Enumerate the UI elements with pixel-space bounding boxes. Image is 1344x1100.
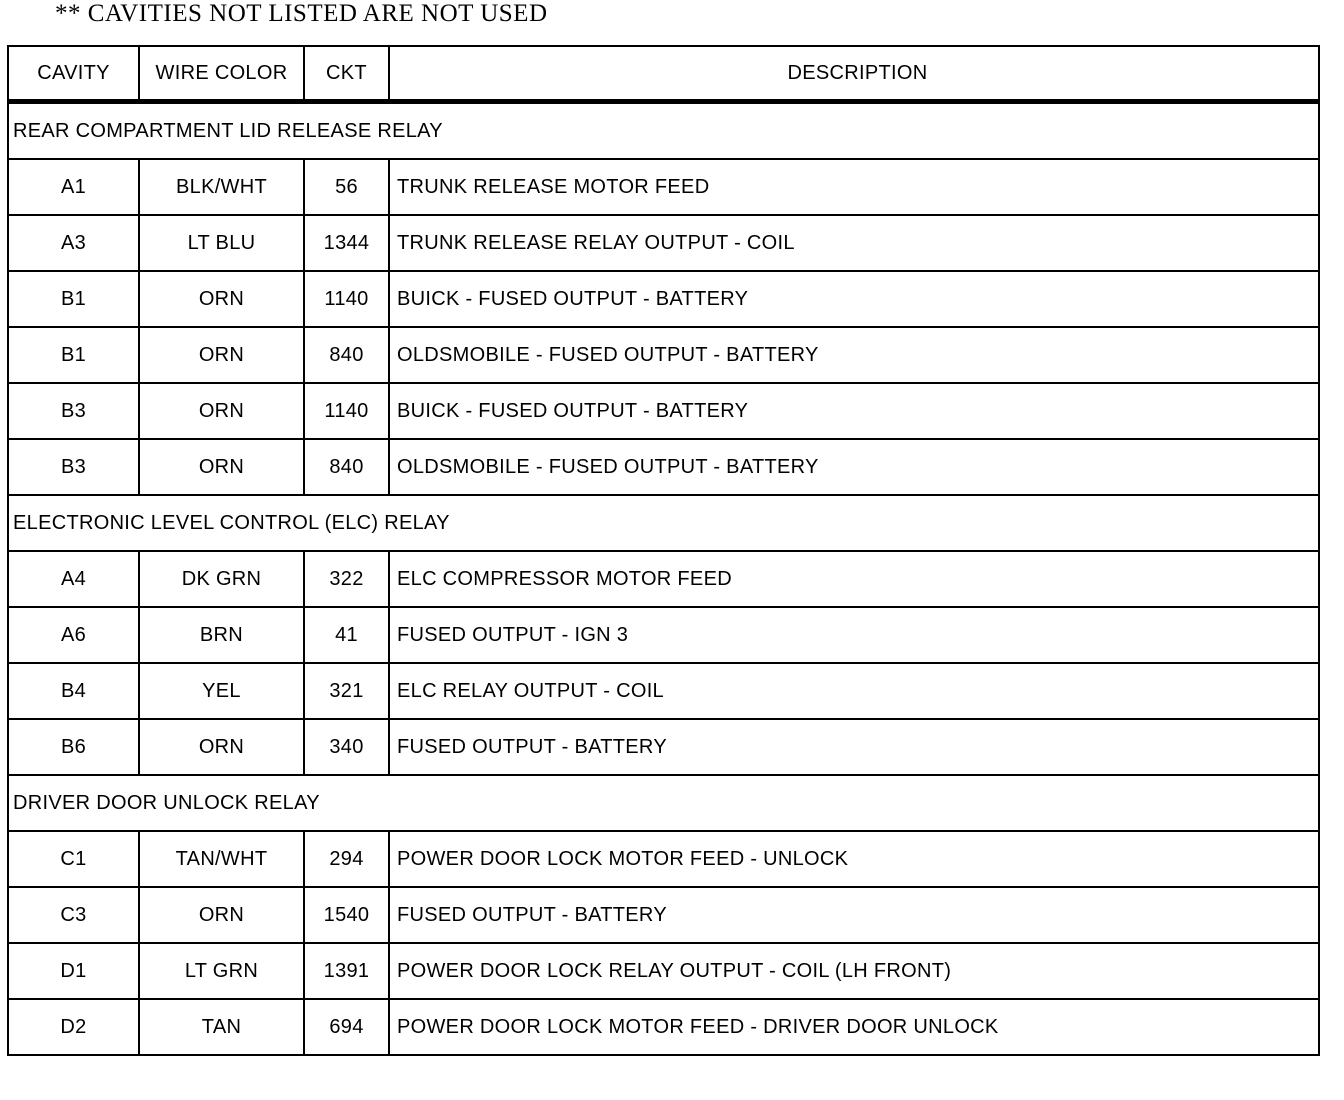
cavity-table [7,45,1320,1056]
table-row [8,551,1319,607]
wire-color-cell: ORN [139,383,304,439]
ckt-cell: 840 [304,327,389,383]
description-cell: ELC COMPRESSOR MOTOR FEED [389,551,1319,607]
ckt-cell: 41 [304,607,389,663]
table-row [8,271,1319,327]
table-row [8,943,1319,999]
table-row [8,607,1319,663]
cavity-cell: D1 [8,943,139,999]
cavity-cell: B3 [8,383,139,439]
description-cell: TRUNK RELEASE RELAY OUTPUT - COIL [389,215,1319,271]
cavity-cell: A4 [8,551,139,607]
description-cell: TRUNK RELEASE MOTOR FEED [389,159,1319,215]
cavity-cell: D2 [8,999,139,1055]
ckt-cell: 1140 [304,383,389,439]
description-cell: OLDSMOBILE - FUSED OUTPUT - BATTERY [389,439,1319,495]
header-row [8,46,1319,102]
note-text: ** CAVITIES NOT LISTED ARE NOT USED [55,0,548,27]
wire-color-cell: TAN [139,999,304,1055]
cavity-cell: B4 [8,663,139,719]
table-row [8,999,1319,1055]
ckt-cell: 294 [304,831,389,887]
header-ckt: CKT [304,46,389,102]
ckt-cell: 1140 [304,271,389,327]
description-cell: POWER DOOR LOCK RELAY OUTPUT - COIL (LH FRONT) [389,943,1319,999]
section-row [8,775,1319,831]
cavity-cell: C3 [8,887,139,943]
wire-color-cell: BLK/WHT [139,159,304,215]
wire-color-cell: ORN [139,327,304,383]
ckt-cell: 694 [304,999,389,1055]
description-cell: BUICK - FUSED OUTPUT - BATTERY [389,271,1319,327]
wire-color-cell: DK GRN [139,551,304,607]
cavity-cell: A3 [8,215,139,271]
section-title: REAR COMPARTMENT LID RELEASE RELAY [8,102,1319,160]
description-cell: OLDSMOBILE - FUSED OUTPUT - BATTERY [389,327,1319,383]
ckt-cell: 322 [304,551,389,607]
table-row [8,159,1319,215]
table-row [8,663,1319,719]
table-row [8,327,1319,383]
table-row [8,831,1319,887]
header-wire-color: WIRE COLOR [139,46,304,102]
table-row [8,215,1319,271]
cavity-cell: A6 [8,607,139,663]
description-cell: ELC RELAY OUTPUT - COIL [389,663,1319,719]
ckt-cell: 1391 [304,943,389,999]
section-title: DRIVER DOOR UNLOCK RELAY [8,775,1319,831]
ckt-cell: 1540 [304,887,389,943]
section-row [8,102,1319,160]
section-row [8,495,1319,551]
section-title: ELECTRONIC LEVEL CONTROL (ELC) RELAY [8,495,1319,551]
ckt-cell: 321 [304,663,389,719]
cavity-cell: C1 [8,831,139,887]
ckt-cell: 56 [304,159,389,215]
wire-color-cell: BRN [139,607,304,663]
cavity-cell: B3 [8,439,139,495]
description-cell: BUICK - FUSED OUTPUT - BATTERY [389,383,1319,439]
ckt-cell: 340 [304,719,389,775]
table-row [8,383,1319,439]
ckt-cell: 1344 [304,215,389,271]
wire-color-cell: LT GRN [139,943,304,999]
wire-color-cell: ORN [139,439,304,495]
wire-color-cell: ORN [139,887,304,943]
wire-color-cell: TAN/WHT [139,831,304,887]
wire-color-cell: LT BLU [139,215,304,271]
header-cavity: CAVITY [8,46,139,102]
cavity-cell: A1 [8,159,139,215]
table-row [8,887,1319,943]
header-description: DESCRIPTION [389,46,1319,102]
cavity-cell: B1 [8,327,139,383]
description-cell: POWER DOOR LOCK MOTOR FEED - DRIVER DOOR UNLOCK [389,999,1319,1055]
wire-color-cell: YEL [139,663,304,719]
description-cell: FUSED OUTPUT - IGN 3 [389,607,1319,663]
description-cell: POWER DOOR LOCK MOTOR FEED - UNLOCK [389,831,1319,887]
wire-color-cell: ORN [139,271,304,327]
wire-color-cell: ORN [139,719,304,775]
ckt-cell: 840 [304,439,389,495]
table-row [8,719,1319,775]
description-cell: FUSED OUTPUT - BATTERY [389,719,1319,775]
table-row [8,439,1319,495]
cavity-cell: B6 [8,719,139,775]
cavity-cell: B1 [8,271,139,327]
description-cell: FUSED OUTPUT - BATTERY [389,887,1319,943]
